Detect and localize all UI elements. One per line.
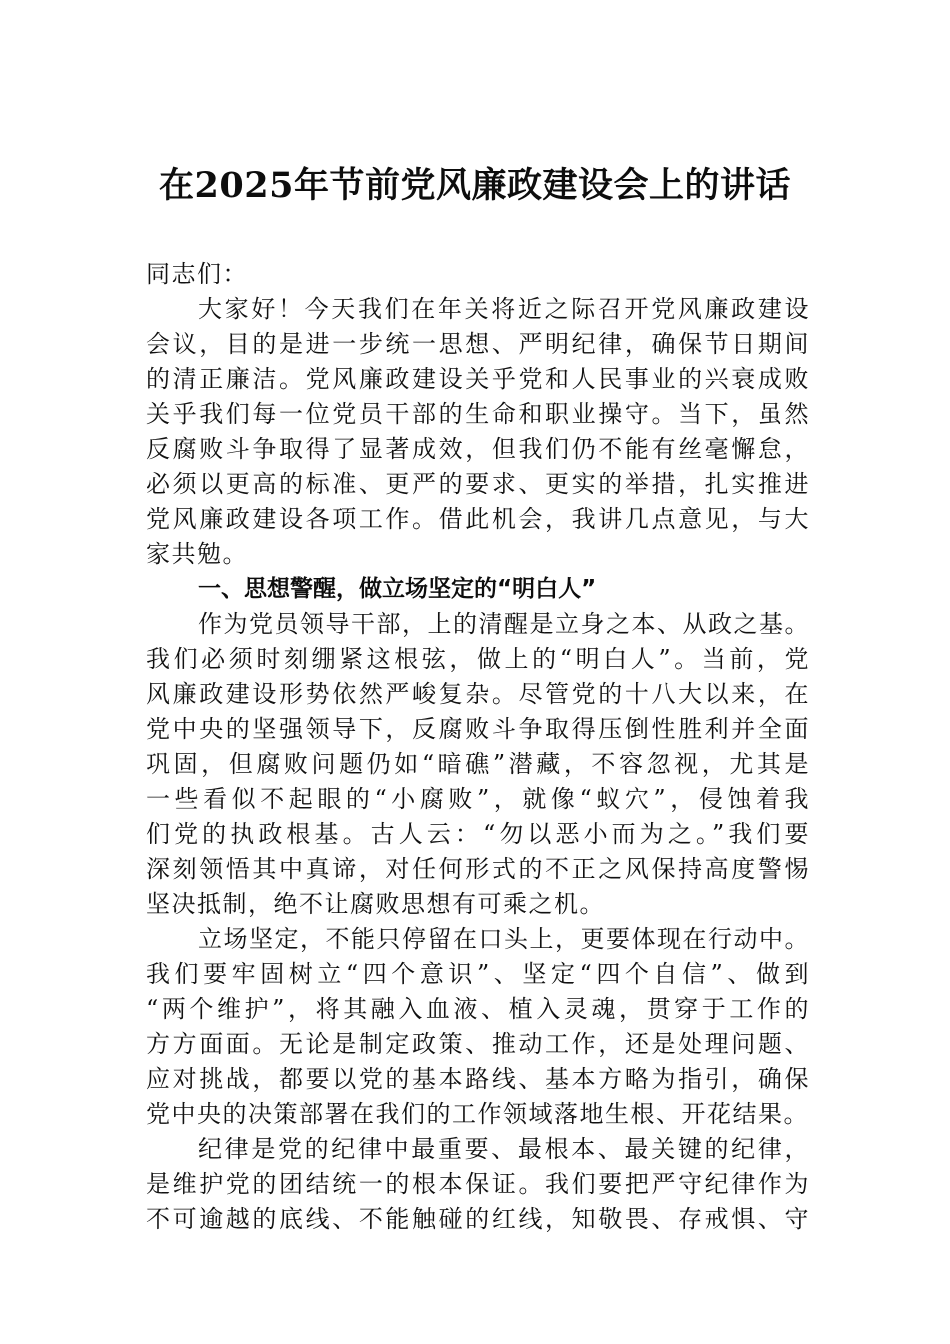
paragraph-line: 应对挑战，都要以党的基本路线、基本方略为指引，确保 — [146, 1065, 810, 1093]
paragraph-line: 们党的执政根基。古人云：“勿以恶小而为之。”我们要 — [146, 820, 810, 848]
paragraph-line: 是维护党的团结统一的根本保证。我们要把严守纪律作为 — [146, 1170, 810, 1198]
document-title: 在2025年节前党风廉政建设会上的讲话 — [159, 165, 791, 206]
paragraph-line: 我们要牢固树立“四个意识”、坚定“四个自信”、做到 — [146, 960, 810, 988]
paragraph-line: 深刻领悟其中真谛，对任何形式的不正之风保持高度警惕 — [146, 855, 810, 883]
paragraph-line: 巩固，但腐败问题仍如“暗礁”潜藏，不容忽视，尤其是 — [146, 750, 810, 778]
paragraph-line: 会议，目的是进一步统一思想、严明纪律，确保节日期间 — [146, 330, 810, 358]
paragraph-line: “两个维护”，将其融入血液、植入灵魂，贯穿于工作的 — [146, 995, 810, 1023]
paragraph-line: 党中央的决策部署在我们的工作领域落地生根、开花结果。 — [146, 1100, 809, 1128]
paragraph-line: 我们必须时刻绷紧这根弦，做上的“明白人”。当前，党 — [146, 645, 810, 673]
paragraph-line: 党中央的坚强领导下，反腐败斗争取得压倒性胜利并全面 — [146, 715, 810, 743]
paragraph-line: 一些看似不起眼的“小腐败”，就像“蚁穴”，侵蚀着我 — [146, 785, 810, 813]
paragraph-line: 坚决抵制，绝不让腐败思想有可乘之机。 — [146, 890, 605, 918]
paragraph-line: 立场坚定，不能只停留在口头上，更要体现在行动中。 — [198, 925, 810, 953]
paragraph-line: 的清正廉洁。党风廉政建设关乎党和人民事业的兴衰成败 — [146, 365, 810, 393]
section-heading: 一、思想警醒，做立场坚定的“明白人” — [198, 576, 597, 602]
paragraph-line: 不可逾越的底线、不能触碰的红线，知敬畏、存戒惧、守 — [146, 1205, 810, 1233]
document-body — [146, 257, 810, 1237]
paragraph-line: 必须以更高的标准、更严的要求、更实的举措，扎实推进 — [146, 470, 810, 498]
paragraph-line: 家共勉。 — [146, 540, 248, 568]
salutation: 同志们： — [146, 260, 248, 288]
paragraph-line: 大家好！今天我们在年关将近之际召开党风廉政建设 — [198, 295, 810, 323]
paragraph-line: 纪律是党的纪律中最重要、最根本、最关键的纪律， — [198, 1135, 810, 1163]
paragraph-line: 党风廉政建设各项工作。借此机会，我讲几点意见，与大 — [146, 505, 810, 533]
paragraph-line: 作为党员领导干部，上的清醒是立身之本、从政之基。 — [198, 610, 810, 638]
paragraph-line: 反腐败斗争取得了显著成效，但我们仍不能有丝毫懈怠， — [146, 435, 810, 463]
paragraph-line: 风廉政建设形势依然严峻复杂。尽管党的十八大以来，在 — [146, 680, 810, 708]
paragraph-line: 关乎我们每一位党员干部的生命和职业操守。当下，虽然 — [146, 400, 810, 428]
paragraph-line: 方方面面。无论是制定政策、推动工作，还是处理问题、 — [146, 1030, 810, 1058]
